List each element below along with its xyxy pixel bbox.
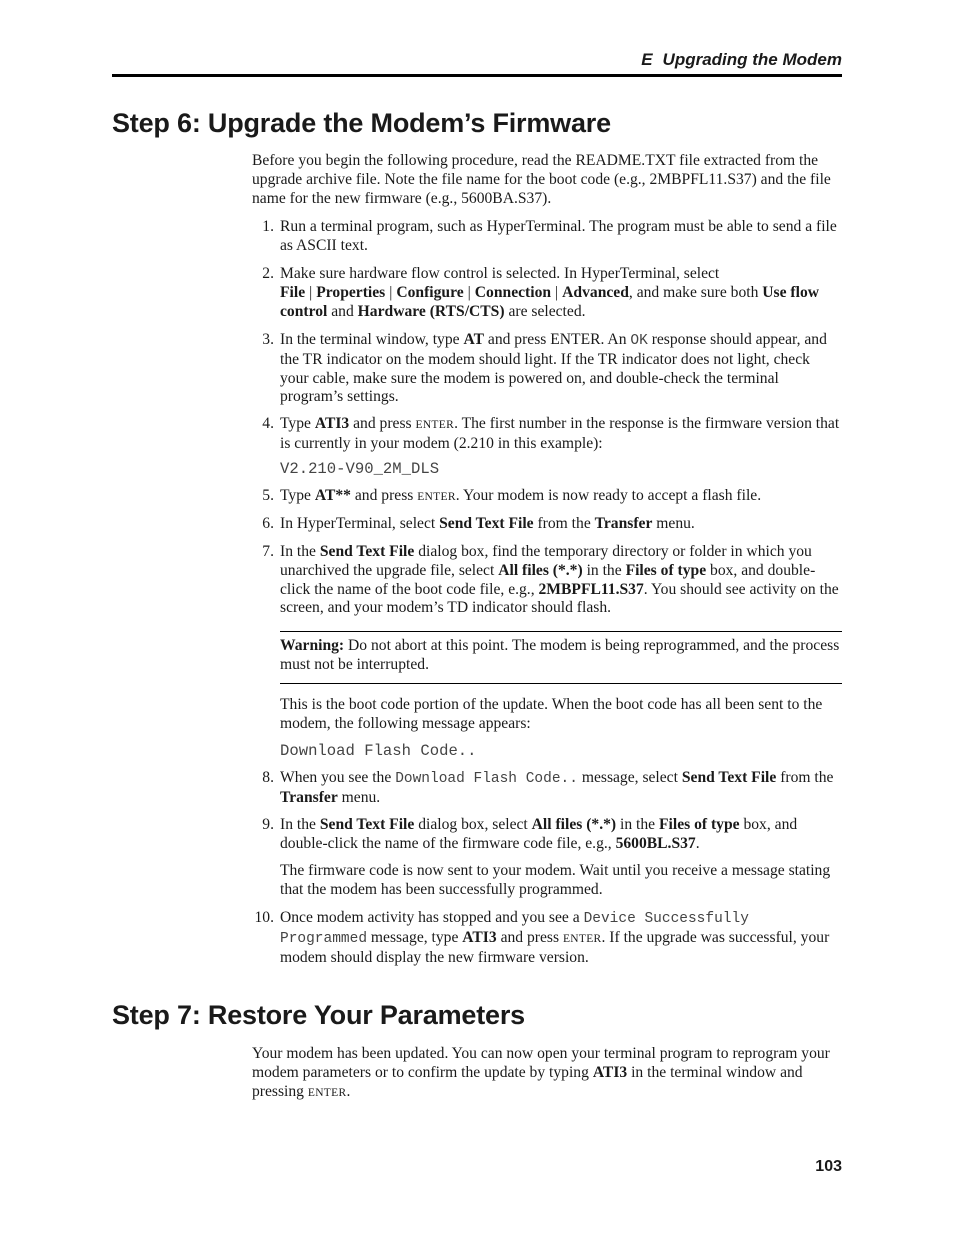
code-ok: OK — [630, 333, 648, 349]
text-run: . The first number in the response is the firmware version that is currently in your modem (2.210 in this example): — [280, 415, 840, 452]
text-run: In the — [280, 543, 320, 560]
menu-item-send-text-file: Send Text File — [681, 769, 777, 786]
menu-separator: | — [555, 283, 559, 301]
filename-boot-code: 2MBPFL11.S37 — [538, 580, 644, 598]
command-ati3: ATI3 — [592, 1063, 628, 1081]
menu-separator: | — [389, 283, 393, 301]
list-number: 9. — [262, 816, 274, 833]
list-item-text — [280, 415, 842, 454]
text-run: are selected. — [504, 302, 586, 320]
option-all-files: All files (*.*) — [531, 816, 617, 833]
text-run: message, select — [577, 769, 682, 786]
list-item-text — [280, 515, 842, 534]
list-number: 6. — [262, 515, 274, 532]
command-ati3: ATI3 — [314, 415, 350, 432]
command-at-star: AT** — [314, 487, 351, 504]
list-item-text — [280, 816, 842, 854]
command-ati3: ATI3 — [462, 928, 497, 946]
field-files-of-type: Files of type — [625, 561, 707, 579]
list-item-text — [280, 543, 842, 618]
intro-text: Before you begin the following procedure, read the README.TXT file extracted from the upgrade archive file. Note the file name for the boot code (e.g., 2MBPFL11.S37) and the file name for the new firmware (e.g., 5600BA.S37). — [252, 152, 831, 207]
text-run: message, type — [367, 928, 463, 946]
chapter-title: Upgrading the Modem — [662, 50, 842, 69]
text-run: In the terminal window, type — [280, 331, 464, 348]
field-files-of-type: Files of type — [659, 816, 740, 833]
warning-note — [280, 637, 842, 675]
warning-rule-top — [280, 631, 842, 632]
text-run: Your modem has been updated. You can now open your terminal program to reprogram your modem parameters or to confirm the update by typing — [252, 1045, 830, 1081]
code-device-successfully-programmed: Device Successfully Programmed — [280, 911, 749, 947]
chapter-letter: E — [641, 50, 653, 69]
running-header — [641, 50, 842, 70]
text-run: When you see the — [280, 769, 396, 786]
intro-paragraph — [252, 152, 842, 208]
text-run: dialog box, find the temporary directory or folder in which you unarchived the upgrade file, select — [280, 543, 812, 579]
menu-separator: | — [467, 283, 471, 301]
menu-separator: | — [309, 283, 313, 301]
text-run: and press — [496, 928, 563, 946]
code-sample-download-flash: Download Flash Code.. — [280, 742, 477, 760]
text-run: Type — [280, 487, 315, 504]
list-number: 3. — [262, 331, 274, 348]
firmware-sent-paragraph: The firmware code is now sent to your modem. Wait until you receive a message stating that the modem has been successfully programmed. — [280, 862, 831, 898]
warning-label: Warning: — [280, 637, 345, 654]
option-all-files: All files (*.*) — [498, 561, 583, 579]
menu-name-configure: Configure — [396, 283, 464, 301]
menu-name-connection: Connection — [474, 283, 552, 301]
list-item-text — [280, 487, 842, 507]
text-run: Type — [280, 415, 315, 432]
text-run: . — [346, 1082, 351, 1100]
text-run: in the — [582, 561, 626, 579]
step7-paragraph — [252, 1045, 842, 1102]
text-run: and press ENTER. An — [484, 331, 631, 348]
text-run: box, and double-click the name of the boot code file, e.g., — [280, 561, 816, 598]
code-sample-version: V2.210-V90_2M_DLS — [280, 460, 440, 478]
list-number: 7. — [262, 543, 274, 560]
menu-name-transfer: Transfer — [594, 515, 653, 532]
menu-name-file: File — [280, 283, 306, 301]
list-item-text: Run a terminal program, such as HyperTerminal. The program must be able to send a file as ASCII text. — [280, 218, 837, 254]
text-run: box, and double-click the name of the firmware code file, e.g., — [280, 816, 798, 852]
list-number: 10. — [254, 909, 274, 926]
list-number: 1. — [262, 218, 274, 235]
list-number: 4. — [262, 415, 274, 432]
list-number: 2. — [262, 265, 274, 282]
menu-name-properties: Properties — [316, 283, 386, 301]
text-run: In HyperTerminal, select — [280, 515, 440, 532]
section-heading-step6: Step 6: Upgrade the Modem’s Firmware — [112, 108, 611, 138]
text-run: . Your modem is now ready to accept a flash file. — [455, 487, 762, 504]
text-run: from the — [776, 769, 834, 786]
text-run: . You should see activity on the screen, and your modem’s TD indicator should flash. — [280, 580, 839, 617]
text-run: . — [695, 834, 700, 852]
text-run: from the — [533, 515, 595, 532]
list-item-text — [280, 769, 842, 808]
code-download-flash: Download Flash Code.. — [395, 771, 578, 787]
text-run: in the — [616, 816, 659, 833]
menu-name-transfer: Transfer — [280, 788, 338, 806]
warning-text: Do not abort at this point. The modem is being reprogrammed, and the process must not be interrupted. — [280, 637, 840, 673]
text-run: response should appear, and the TR indicator on the modem should light. If the TR indicator does not light, check your cable, make sure the modem is powered on, and double-check the terminal program’s settings. — [280, 331, 827, 406]
warning-rule-bottom — [280, 683, 842, 684]
dialog-name-send-text-file: Send Text File — [319, 816, 415, 833]
text-run: and press — [349, 415, 416, 432]
text-run: and — [327, 302, 358, 320]
step7-text — [252, 1045, 842, 1102]
text-run: , and make sure both — [628, 283, 763, 301]
list-number: 8. — [262, 769, 274, 786]
key-enter: ENTER — [307, 1086, 347, 1099]
menu-item-send-text-file: Send Text File — [439, 515, 534, 532]
text-run: in the terminal window and pressing — [252, 1063, 803, 1100]
text-run: dialog box, select — [414, 816, 532, 833]
option-hardware-rts-cts: Hardware (RTS/CTS) — [357, 302, 505, 320]
list-item-text — [280, 331, 842, 407]
text-run: menu. — [337, 788, 381, 806]
filename-firmware: 5600BL.S37 — [615, 834, 696, 852]
boot-code-paragraph: This is the boot code portion of the update. When the boot code has all been sent to the modem, the following message appears: — [280, 696, 823, 732]
option-use-flow-control: Use flow control — [280, 283, 820, 320]
list-item-text — [280, 909, 842, 967]
header-rule — [112, 74, 842, 77]
page-number: 103 — [815, 1158, 842, 1175]
text-run: menu. — [652, 515, 695, 532]
section-heading-step7: Step 7: Restore Your Parameters — [112, 1000, 525, 1030]
list-item-text — [280, 265, 842, 321]
list-number: 5. — [262, 487, 274, 504]
key-enter: ENTER — [417, 491, 456, 503]
text-run: Once modem activity has stopped and you see a — [280, 909, 584, 926]
text-run: . If the upgrade was successful, your modem should display the new firmware version. — [280, 928, 830, 966]
key-enter: ENTER — [562, 932, 602, 945]
dialog-name-send-text-file: Send Text File — [319, 543, 415, 560]
text-run: In the — [280, 816, 320, 833]
key-enter: ENTER — [415, 419, 455, 431]
command-at: AT — [463, 331, 484, 348]
text-run: Make sure hardware flow control is selected. In HyperTerminal, select — [280, 265, 720, 282]
menu-name-advanced: Advanced — [562, 283, 629, 301]
text-run: and press — [350, 487, 418, 504]
